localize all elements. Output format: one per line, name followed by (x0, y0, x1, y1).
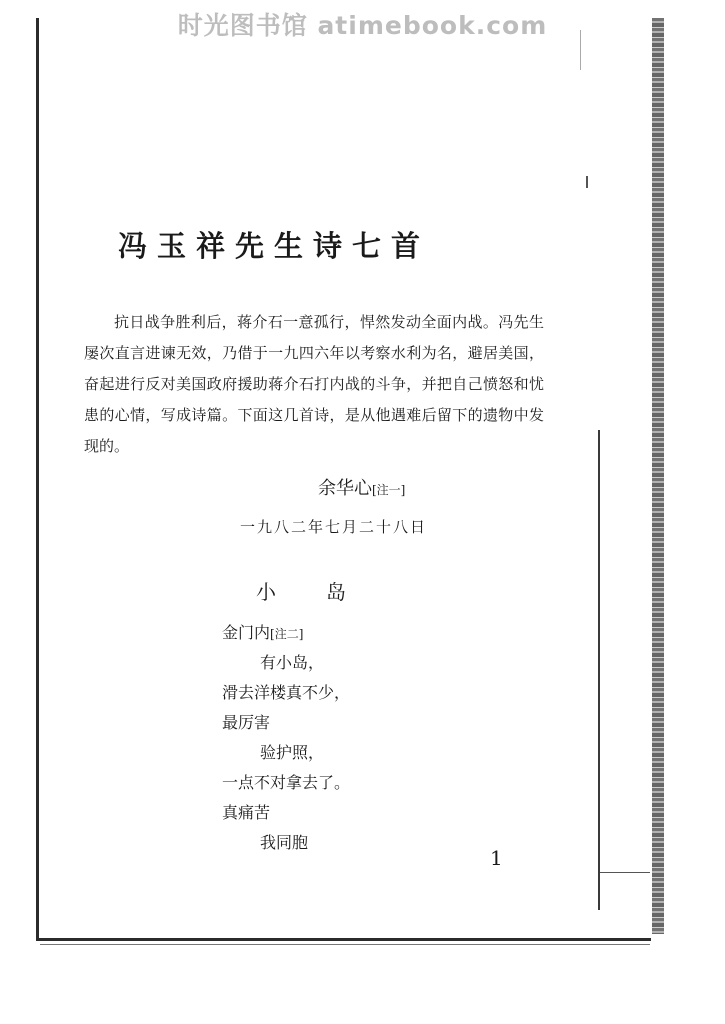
footnote-marker: [注二] (270, 627, 304, 641)
poem-line-text: 最厉害 (222, 713, 271, 732)
poem-line-text: 真痛苦 (222, 803, 271, 822)
intro-paragraph: 抗日战争胜利后，蒋介石一意孤行，悍然发动全面内战。冯先生屡次直言进谏无效，乃借于一九四六年以考察水利为名，避居美国，奋起进行反对美国政府援助蒋介石打内战的斗争，并把自己愤怒和忧患的心情，写成诗篇。下面这几首诗，是从他遇难后留下的遗物中发现的。 (84, 313, 544, 455)
poem-line (222, 798, 482, 828)
poem-line-text: 有小岛， (260, 653, 325, 672)
watermark: 时光图书馆 atimebook.com (177, 11, 548, 40)
poem-body (222, 618, 482, 858)
poem-line (222, 738, 482, 768)
margin-rule (598, 430, 600, 910)
poem-line-text: 金门内 (222, 623, 271, 642)
scan-mark (40, 944, 650, 945)
poem-line-text: 滑去洋楼真不少， (222, 683, 351, 702)
poem-line (222, 618, 482, 648)
poem-line (222, 648, 482, 678)
poem-line-text: 验护照， (260, 743, 325, 762)
author-name: 余华心 (318, 478, 372, 499)
date-line: 一九八二年七月二十八日 (240, 518, 428, 536)
page-edge-shadow (652, 18, 664, 934)
scan-mark (586, 176, 588, 188)
author-line (318, 474, 405, 500)
scan-mark (600, 872, 650, 873)
poem-line (222, 768, 482, 798)
poem-line (222, 678, 482, 708)
poem-line (222, 828, 482, 858)
scan-mark (580, 30, 581, 70)
poem-line-text: 一点不对拿去了。 (222, 773, 351, 792)
poem-line (222, 708, 482, 738)
footnote-marker: [注一] (372, 483, 406, 497)
poem-line-text: 我同胞 (260, 833, 309, 852)
page-title: 冯玉祥先生诗七首 (118, 229, 431, 263)
page-number: 1 (490, 846, 503, 870)
poem-title: 小岛 (256, 580, 396, 604)
